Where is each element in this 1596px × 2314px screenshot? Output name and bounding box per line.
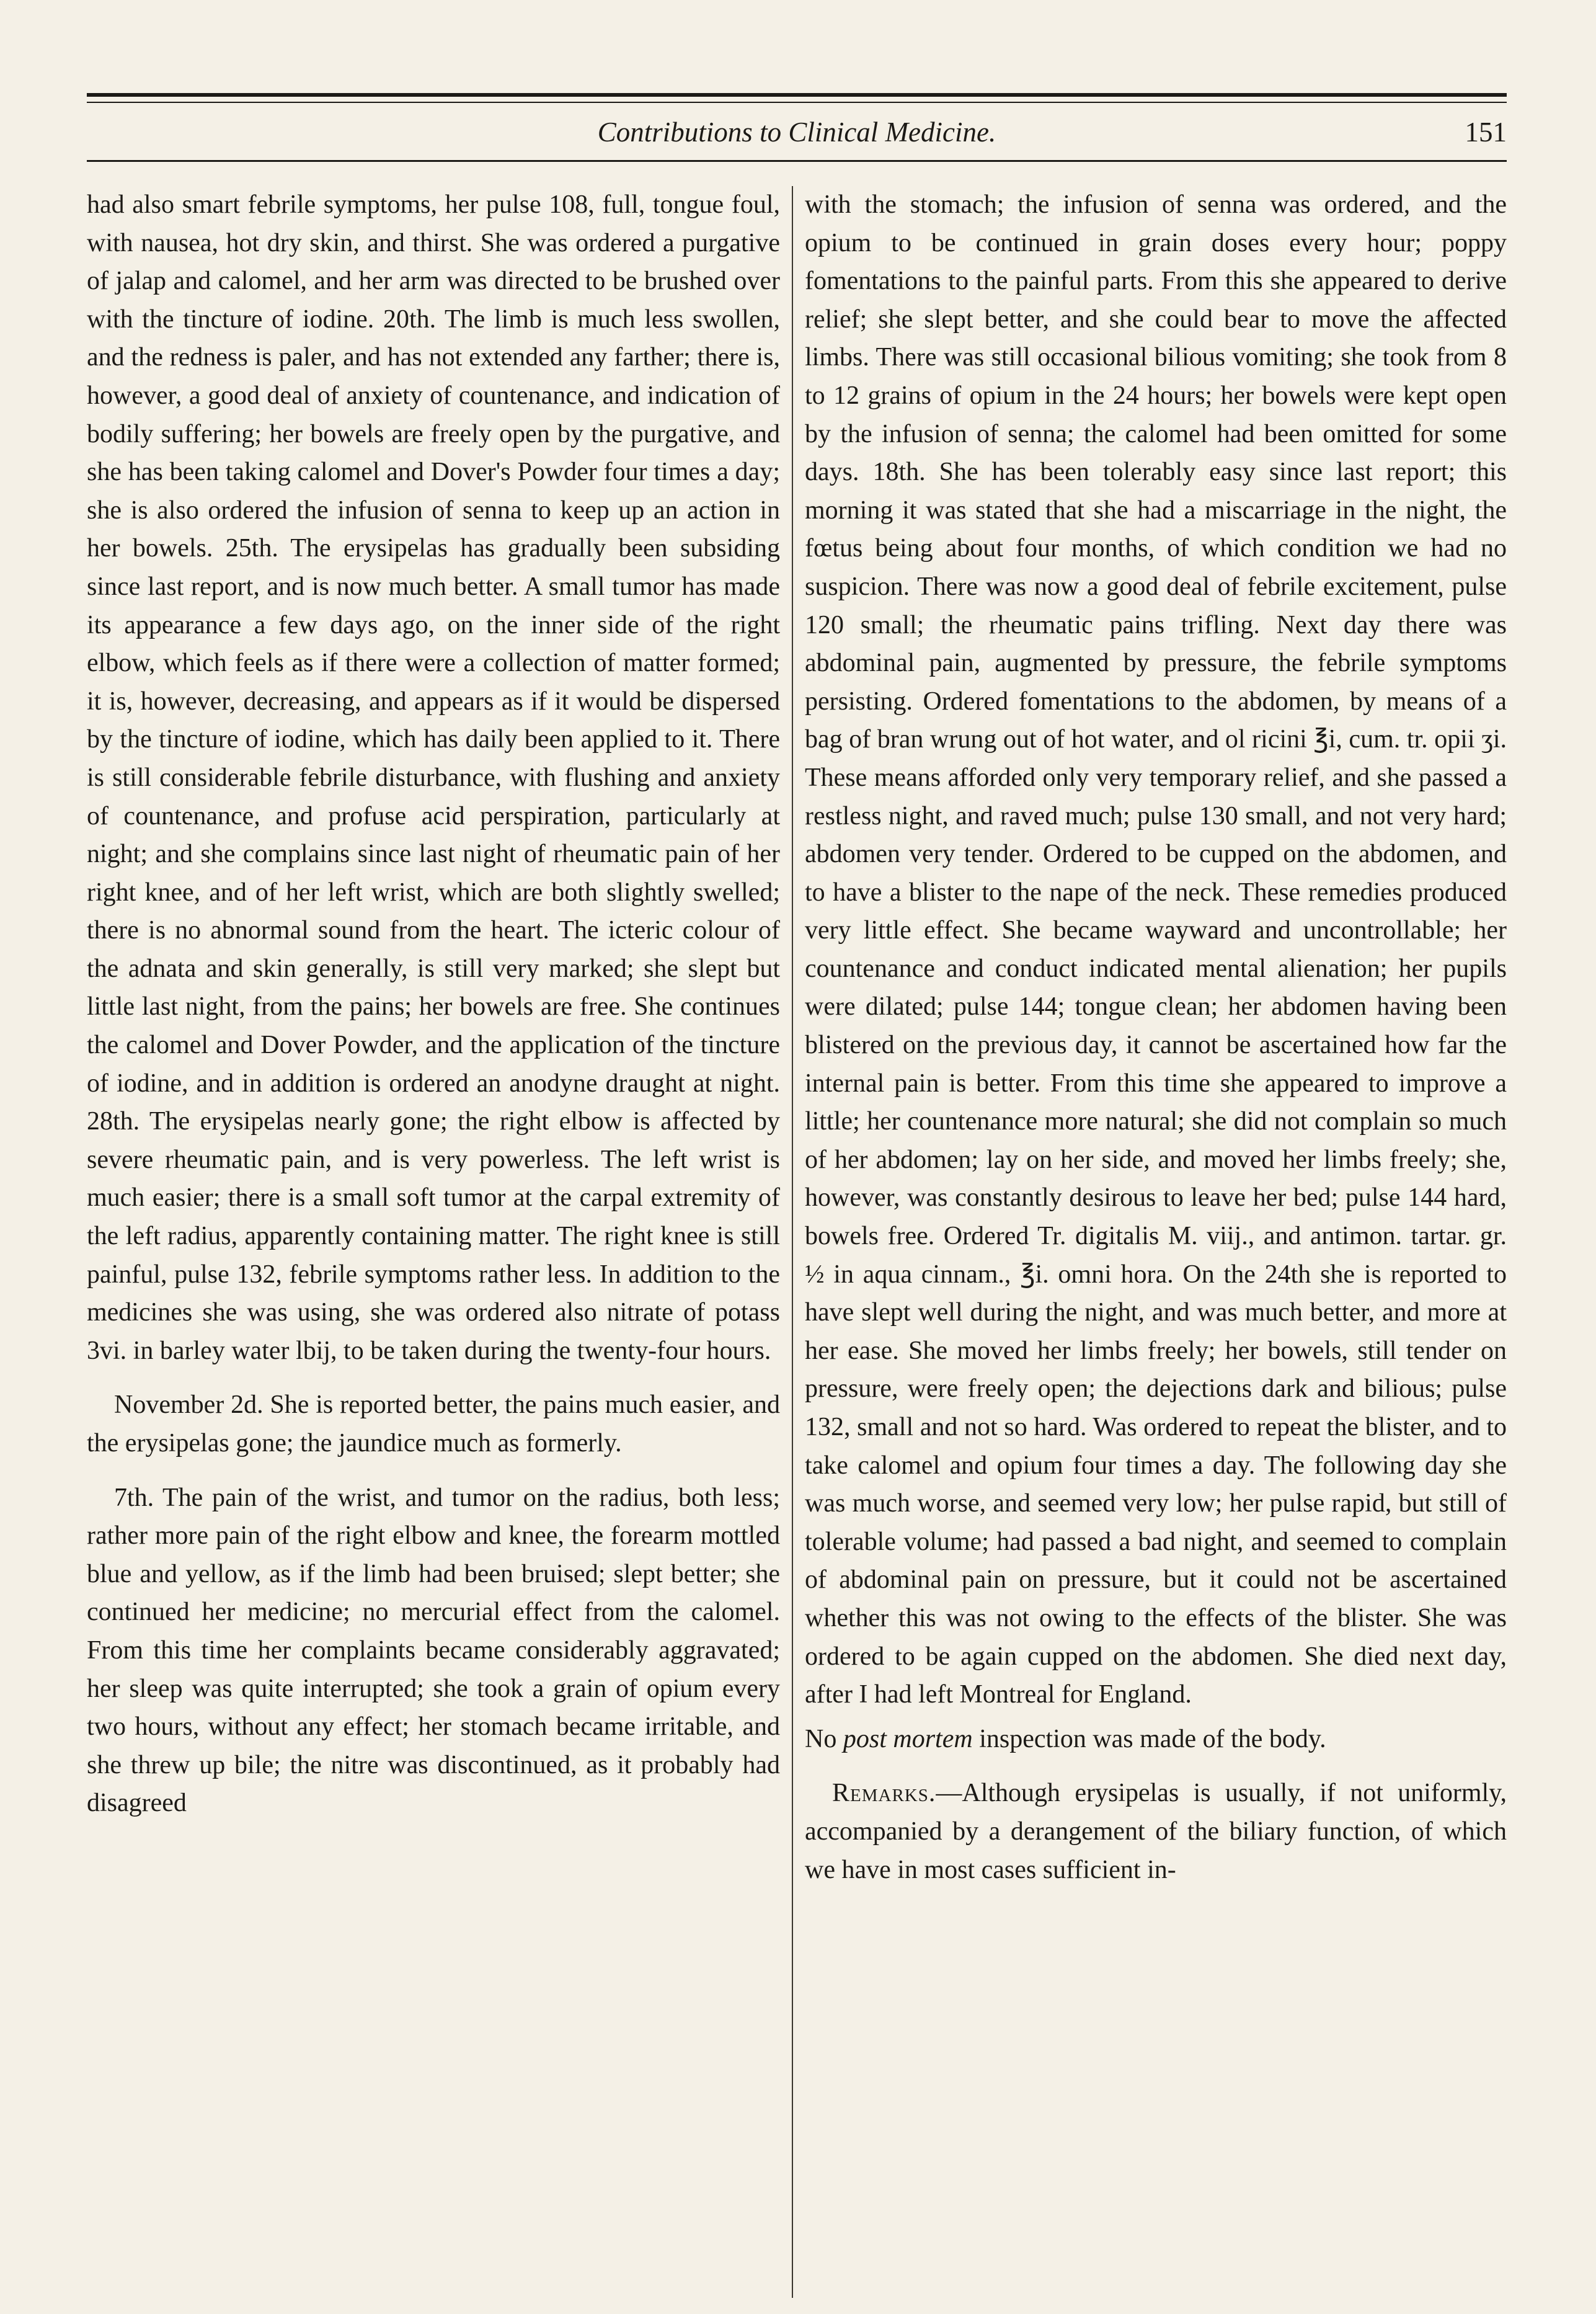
right-column bbox=[805, 186, 1507, 1889]
remarks-paragraph bbox=[805, 1774, 1507, 1889]
remarks-body: —Although erysipelas is usually, if not uniformly, accompanied by a derangement of the biliary function, of which we have in most cases sufficient in- bbox=[805, 1779, 1507, 1884]
postmortem-italic: post mortem bbox=[843, 1724, 973, 1753]
right-paragraph-1: with the stomach; the infusion of senna was ordered, and the opium to be continued in grain doses every hour; poppy fomentations to the painful parts. From this she appeared to derive relief; she slept better, and she could bear to move the affected limbs. There was still occasional bilious vomiting; she took from 8 to 12 grains of opium in the 24 hours; her bowels were kept open by the infusion of senna; the calomel had been omitted for some days. 18th. She has been tolerably easy since last report; this morning it was stated that she had a miscarriage in the night, the fœtus being about four months, of which condition we had no suspicion. There was now a good deal of febrile excitement, pulse 120 small; the rheumatic pains trifling. Next day there was abdominal pain, augmented by pressure, the febrile symptoms persisting. Ordered fomentations to the abdomen, by means of a bag of bran wrung out of hot water, and ol ricini ℥i, cum. tr. opii ʒi. These means afforded only very temporary relief, and she passed a restless night, and raved much; pulse 130 small, and not very hard; abdomen very tender. Ordered to be cupped on the abdomen, and to have a blister to the nape of the neck. These remedies produced very little effect. She became wayward and uncontrollable; her countenance and conduct indicated mental alienation; her pupils were dilated; pulse 144; tongue clean; her abdomen having been blistered on the previous day, it cannot be ascertained how far the internal pain is better. From this time she appeared to improve a little; her countenance more natural; she did not complain so much of her abdomen; lay on her side, and moved her limbs freely; she, however, was constantly desirous to leave her bed; pulse 144 hard, bowels free. Ordered Tr. digitalis M. viij., and antimon. tartar. gr. ½ in aqua cinnam., ℥i. omni hora. On the 24th she is reported to have slept well during the night, and was much better, and more at her ease. She moved her limbs freely; her bowels, still tender on pressure, were freely open; the dejections dark and bilious; pulse 132, small and not so hard. Was ordered to repeat the blister, and to take calomel and opium four times a day. The following day she was much worse, and seemed very low; her pulse rapid, but still of tolerable volume; had passed a bad night, and seemed to complain of abdominal pain on pressure, but it could not be ascertained whether this was not owing to the effects of the blister. She was ordered to be again cupped on the abdomen. She died next day, after I had left Montreal for England. bbox=[805, 190, 1507, 1709]
left-paragraph-3: 7th. The pain of the wrist, and tumor on the radius, both less; rather more pain of the right elbow and knee, the forearm mottled blue and yellow, as if the limb had been bruised; slept better; she continued her medicine; no mercurial effect from the calomel. From this time her complaints became considerably aggravated; her sleep was quite interrupted; she took a grain of opium every two hours, without any effect; her stomach became irritable, and she threw up bile; the nitre was discontinued, as it probably had disagreed bbox=[87, 1483, 780, 1818]
page-number: 151 bbox=[1465, 117, 1507, 148]
running-title: Contributions to Clinical Medicine. bbox=[597, 117, 996, 148]
postmortem-prefix: No bbox=[805, 1724, 837, 1753]
header-rule-thin bbox=[87, 102, 1507, 103]
left-column bbox=[87, 186, 780, 1823]
left-paragraph-1: had also smart febrile symptoms, her pulse 108, full, tongue foul, with nausea, hot dry skin, and thirst. She was ordered a purgative of jalap and calomel, and her arm was directed to be brushed over with the tincture of iodine. 20th. The limb is much less swollen, and the redness is paler, and has not extended any farther; there is, however, a good deal of anxiety of countenance, and indication of bodily suffering; her bowels are freely open by the purgative, and she has been taking calomel and Dover's Powder four times a day; she is also ordered the infusion of senna to keep up an action in her bowels. 25th. The erysipelas has gradually been subsiding since last report, and is now much better. A small tumor has made its appearance a few days ago, on the inner side of the right elbow, which feels as if there were a collection of matter formed; it is, however, decreasing, and appears as if it would be dispersed by the tincture of iodine, which has daily been applied to it. There is still considerable febrile disturbance, with flushing and anxiety of countenance, and profuse acid perspiration, particularly at night; and she complains since last night of rheumatic pain of her right knee, and of her left wrist, which are both slightly swelled; there is no abnormal sound from the heart. The icteric colour of the adnata and skin generally, is still very marked; she slept but little last night, from the pains; her bowels are free. She continues the calomel and Dover Powder, and the application of the tincture of iodine, and in addition is ordered an anodyne draught at night. 28th. The erysipelas nearly gone; the right elbow is affected by severe rheumatic pain, and is very powerless. The left wrist is much easier; there is a small soft tumor at the carpal extremity of the left radius, apparently containing matter. The right knee is still painful, pulse 132, febrile symptoms rather less. In addition to the medicines she was using, she was ordered also nitrate of potass 3vi. in barley water lbij, to be taken during the twenty-four hours. bbox=[87, 190, 780, 1365]
header-rule-thick bbox=[87, 93, 1507, 97]
column-divider bbox=[792, 186, 793, 2298]
header-rule-bottom bbox=[87, 160, 1507, 162]
right-paragraph-2 bbox=[805, 1720, 1507, 1759]
remarks-heading: Remarks. bbox=[832, 1779, 936, 1808]
postmortem-suffix: inspection was made of the body. bbox=[979, 1724, 1326, 1753]
running-head bbox=[87, 110, 1507, 154]
left-paragraph-2: November 2d. She is reported better, the pains much easier, and the erysipelas gone; the jaundice much as formerly. bbox=[87, 1391, 780, 1457]
